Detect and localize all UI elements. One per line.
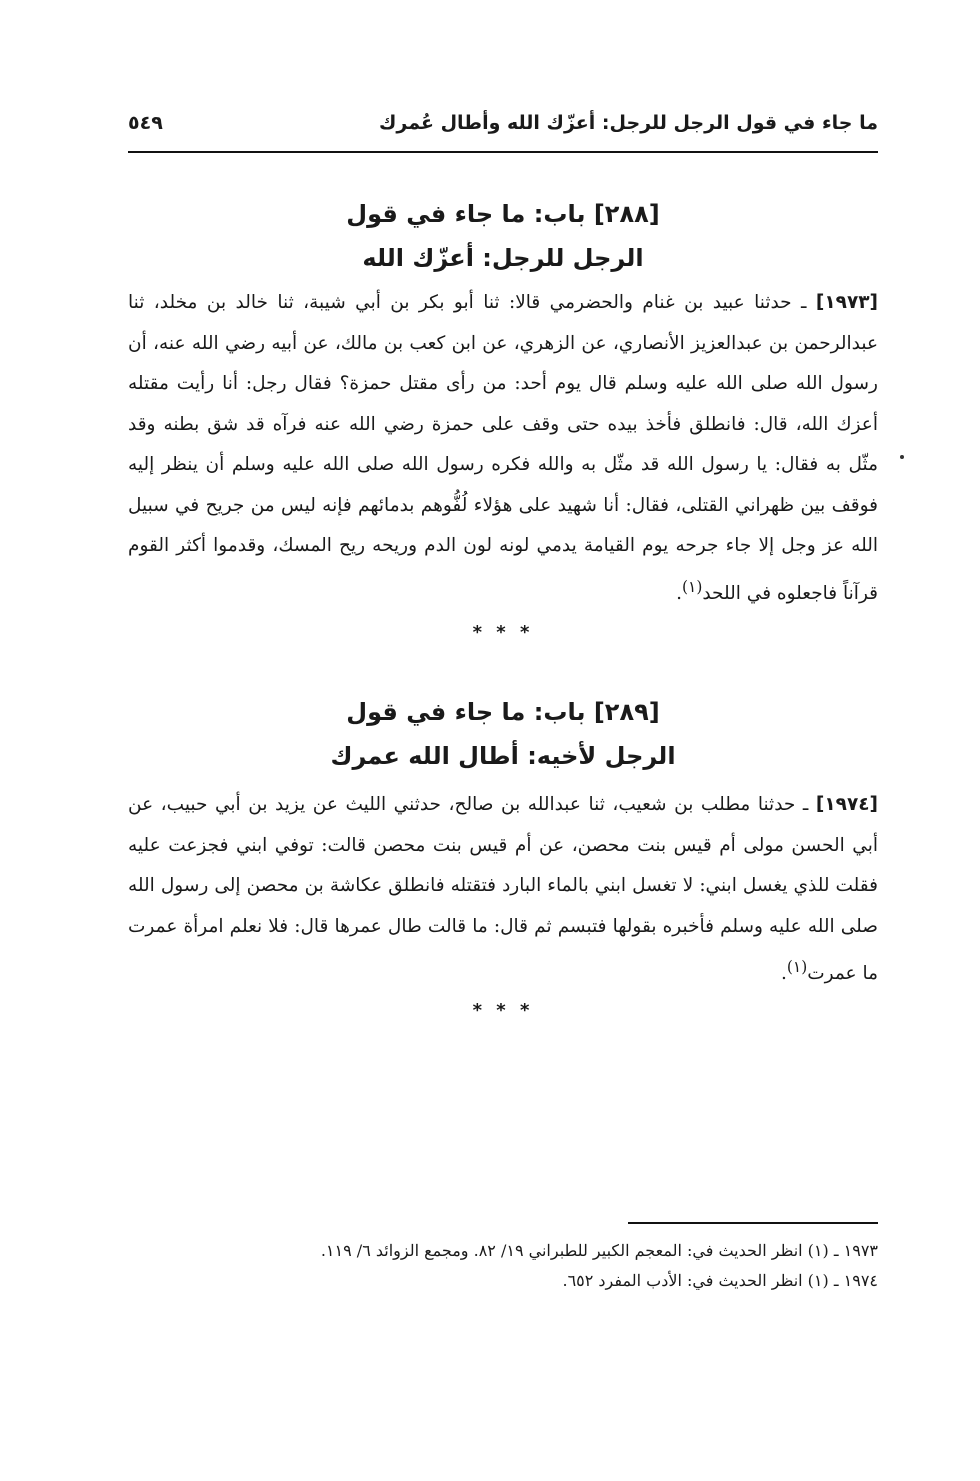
footnote-1973: ١٩٧٣ ـ (١) انظر الحديث في: المعجم الكبير للطبراني ١٩/ ٨٢. ومجمع الزوائد ٦/ ١١٩. [320, 1241, 878, 1260]
running-header [128, 108, 878, 148]
footnote-ref: (١) [682, 577, 703, 596]
header-rule [128, 151, 878, 153]
hadith-text: ـ حدثنا عبيد بن غنام والحضرمي قالا: ثنا أبو بكر بن أبي شيبة، ثنا خالد بن مخلد، ثنا عبدالرحمن بن عبدالعزيز الأنصاري، عن الزهري، عن ابن كعب بن مالك، عن أبيه رضي الله عنه، أن رسول الله صلى الله عليه وسلم قال يوم أحد: من رأى مقتل حمزة؟ فقال رجل: أنا رأيت مقتله أعزك الله، قال: فانطلق فأخذ بيده حتى وقف على حمزة رضي الله عنه فرآه قد شق بطنه وقد مثّل به فقال: يا رسول الله قد مثّل به والله فكره رسول الله صلى الله عليه وسلم أن ينظر إليه فوقف بين ظهراني القتلى، فقال: أنا شهيد على هؤلاء لُفُّوهم بدمائهم فإنه ليس من جريح في سبيل الله عز وجل إلا جاء جرحه يوم القيامة يدمي لونه لون الدم وريحه ريح المسك، وقدموا أكثر القوم قرآناً فاجعلوه في اللحد [128, 292, 878, 604]
footnote-ref: (١) [786, 958, 808, 976]
hadith-1973 [128, 283, 878, 614]
print-speck [900, 455, 904, 459]
chapter-title-line: [٢٨٩] باب: ما جاء في قول [346, 698, 660, 726]
hadith-end: . [781, 963, 787, 985]
chapter-title-line: الرجل لأخيه: أطال الله عمرك [330, 742, 676, 770]
hadith-end: . [676, 582, 683, 604]
footnote-rule [628, 1222, 878, 1224]
chapter-title-line: الرجل للرجل: أعزّك الله [362, 244, 644, 272]
hadith-1974 [128, 785, 878, 995]
footnotes [128, 1236, 878, 1296]
chapter-title-289 [128, 690, 878, 778]
page-number: ٥٤٩ [128, 112, 163, 134]
section-separator: * * * [472, 622, 534, 643]
hadith-number: [١٩٧٣] [815, 292, 878, 313]
hadith-number: [١٩٧٤] [815, 794, 878, 815]
chapter-title-line: [٢٨٨] باب: ما جاء في قول [346, 200, 660, 228]
running-title: ما جاء في قول الرجل للرجل: أعزّك الله وأطال عُمرك [379, 112, 878, 134]
footnote-1974: ١٩٧٤ ـ (١) انظر الحديث في: الأدب المفرد ٦٥٢. [562, 1271, 878, 1290]
chapter-title-288 [128, 192, 878, 280]
section-separator: * * * [472, 1000, 534, 1021]
hadith-text: ـ حدثنا مطلب بن شعيب، ثنا عبدالله بن صالح، حدثني الليث عن يزيد بن أبي حبيب، عن أبي الحسن مولى أم قيس بنت محصن، عن أم قيس بنت محصن قالت: توفي ابني فجزعت عليه فقلت للذي يغسل ابني: لا تغسل ابني بالماء البارد فتقتله فانطلق عكاشة بن محصن إلى رسول الله صلى الله عليه وسلم فأخبره بقولها فتبسم ثم قال: ما قالت طال عمرها قال: فلا نعلم امرأة عمرت ما عمرت [128, 794, 878, 985]
